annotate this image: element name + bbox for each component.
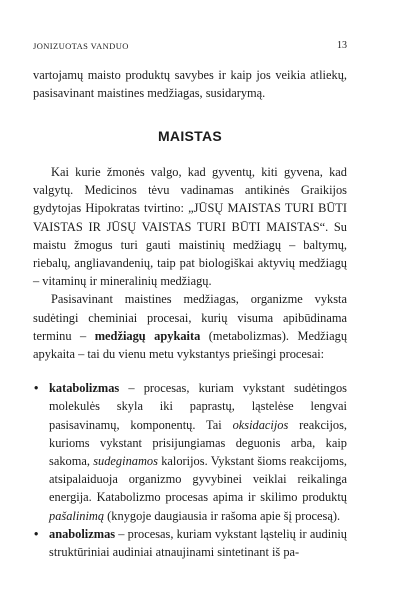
emphasis-removal: pašalinimą	[49, 508, 105, 523]
page-number: 13	[337, 40, 347, 51]
paragraph-hippocrates: Kai kurie žmonės valgo, kad gyventų, kiti gyvena, kad valgytų. Medicinos tėvu vadinamas antikinės Graikijos gydytojas Hipokratas tvirtino: „JŪSŲ MAISTAS TURI BŪTI VAISTAS IR JŪSŲ VAISTAS TURI BŪTI MAISTAS“. Su maistu žmogus turi gauti maistinių medžiagų – baltymų, riebalų, angliavandenių, taip pat biologiškai aktyvių medžiagų – vitaminų ir mineralinių medžiagų.	[33, 165, 347, 289]
catabolism-text-3: kalorijos. Vykstant šioms reakcijoms, atsipalaiduoja organizmo gyvybinei veiklai reikalinga energija. Katabolizmo procesas apima ir skilimo produktų	[49, 454, 347, 505]
anabolism-text-1: – procesas, kuriam vykstant ląstelių ir audinių struktūriniai audiniai atnaujinami sintetinant iš pa-	[49, 526, 347, 560]
bullet-icon: •	[34, 381, 39, 396]
paragraph-metabolism-part2: (metabolizmas). Medžiagų apykaita – tai du vienu metu vykstantys priešingi procesai:	[33, 328, 348, 362]
emphasis-burned: sudeginamos	[93, 454, 158, 469]
paragraph-metabolism-part1: Pasisavinant maistines medžiagas, organizme vyksta sudėtingi cheminiai procesai, kurių visuma apibūdinama terminu –	[33, 292, 347, 343]
paragraph-metabolism	[33, 290, 347, 363]
catabolism-text-2: reakcijos, kurioms vykstant prisijungiamas deguonis arba, kaip sakoma,	[49, 417, 347, 469]
bullet-icon: •	[34, 526, 39, 541]
term-catabolism: katabolizmas	[49, 381, 120, 396]
main-text	[33, 163, 347, 561]
list-item-anabolism	[33, 525, 347, 561]
term-metabolism: medžiagų apykaita	[94, 328, 201, 343]
intro-text: vartojamų maisto produktų savybes ir kaip jos veikia atliekų, pasisavinant maistines medžiagas, susidarymą.	[33, 68, 347, 101]
catabolism-text-1: – procesas, kuriam vykstant sudėtingos molekulės skyla iki paprastų, ląstelėse lengvai pasisavinamų, komponentų. Tai	[49, 381, 347, 432]
running-head-title: JONIZUOTAS VANDUO	[33, 41, 129, 51]
term-anabolism: anabolizmas	[49, 526, 116, 541]
intro-paragraph	[33, 66, 347, 102]
list-item-catabolism	[33, 379, 347, 525]
spacer	[33, 363, 347, 379]
emphasis-oxidation: oksidacijos	[232, 417, 289, 432]
catabolism-text-4: (knygoje daugiausia ir rašoma apie šį procesą).	[104, 508, 341, 523]
process-list	[33, 379, 347, 561]
section-heading: MAISTAS	[157, 128, 223, 144]
